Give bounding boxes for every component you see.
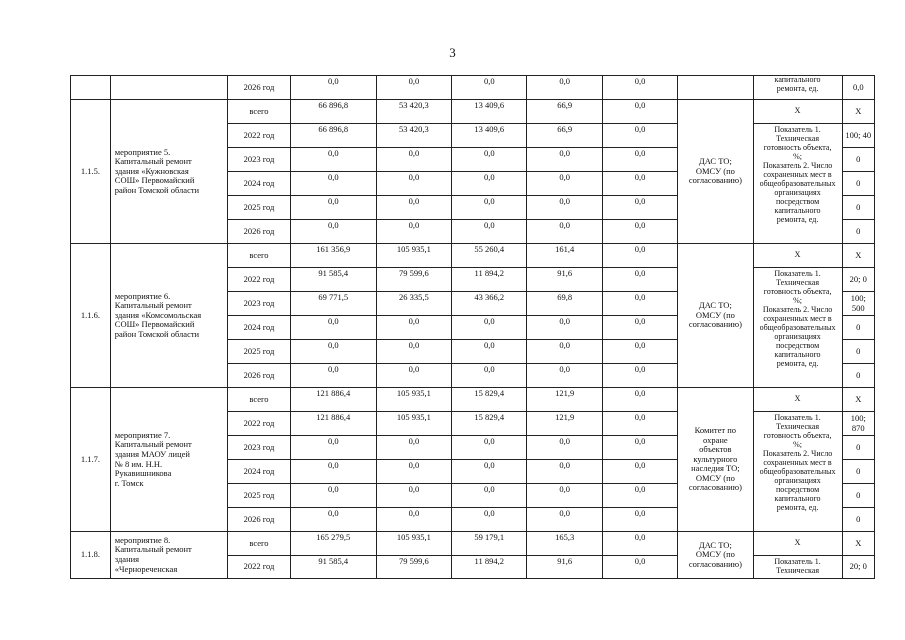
other-cell: 0,0 <box>602 220 677 244</box>
regional-cell: 55 260,4 <box>452 244 527 268</box>
target-value-cell: 0 <box>842 172 874 196</box>
total-cell: 0,0 <box>290 436 376 460</box>
local-cell: 91,6 <box>527 556 602 579</box>
federal-cell: 0,0 <box>376 340 451 364</box>
other-cell: 0,0 <box>602 388 677 412</box>
local-cell: 0,0 <box>527 508 602 532</box>
target-value-cell: 0 <box>842 436 874 460</box>
target-value-cell: 0 <box>842 316 874 340</box>
regional-cell: 11 894,2 <box>452 268 527 292</box>
executor-cell: ДАС ТО; ОМСУ (по согласованию) <box>678 532 753 579</box>
regional-cell: 0,0 <box>452 460 527 484</box>
local-cell: 91,6 <box>527 268 602 292</box>
local-cell: 0,0 <box>527 172 602 196</box>
other-cell: 0,0 <box>602 460 677 484</box>
target-value-cell: 0 <box>842 148 874 172</box>
activity-name-cell: мероприятие 5. Капитальный ремонт здания «Кужновская СОШ» Первомайский район Томской области <box>110 100 227 244</box>
activity-name-cell <box>110 76 227 100</box>
year-cell: 2022 год <box>228 124 291 148</box>
other-cell: 0,0 <box>602 76 677 100</box>
total-cell: 91 585,4 <box>290 556 376 579</box>
total-cell: 0,0 <box>290 364 376 388</box>
activity-name-cell: мероприятие 6. Капитальный ремонт здания «Комсомольская СОШ» Первомайский район Томской области <box>110 244 227 388</box>
federal-cell: 0,0 <box>376 484 451 508</box>
other-cell: 0,0 <box>602 172 677 196</box>
target-value-cell: 0,0 <box>842 76 874 100</box>
federal-cell: 0,0 <box>376 196 451 220</box>
year-cell: 2022 год <box>228 268 291 292</box>
total-cell: 0,0 <box>290 460 376 484</box>
federal-cell: 0,0 <box>376 436 451 460</box>
executor-cell <box>678 76 753 100</box>
year-cell: 2025 год <box>228 484 291 508</box>
total-cell: 0,0 <box>290 340 376 364</box>
target-value-cell: Х <box>842 532 874 556</box>
other-cell: 0,0 <box>602 532 677 556</box>
year-cell: 2026 год <box>228 364 291 388</box>
federal-cell: 0,0 <box>376 172 451 196</box>
row-number-cell: 1.1.5. <box>71 100 111 244</box>
federal-cell: 79 599,6 <box>376 268 451 292</box>
federal-cell: 0,0 <box>376 460 451 484</box>
total-cell: 0,0 <box>290 196 376 220</box>
federal-cell: 105 935,1 <box>376 388 451 412</box>
indicator-cell: Показатель 1. Техническая готовность объекта, %; Показатель 2. Число сохраненных мест в общеобразовательных организациях посредством капитального ремонта, ед. <box>753 124 842 244</box>
local-cell: 66,9 <box>527 124 602 148</box>
year-cell: 2026 год <box>228 508 291 532</box>
year-cell: всего <box>228 100 291 124</box>
other-cell: 0,0 <box>602 484 677 508</box>
total-cell: 0,0 <box>290 172 376 196</box>
total-cell: 121 886,4 <box>290 388 376 412</box>
year-cell: 2023 год <box>228 148 291 172</box>
target-value-cell: 0 <box>842 196 874 220</box>
other-cell: 0,0 <box>602 148 677 172</box>
federal-cell: 0,0 <box>376 76 451 100</box>
target-value-cell: 0 <box>842 484 874 508</box>
federal-cell: 26 335,5 <box>376 292 451 316</box>
federal-cell: 79 599,6 <box>376 556 451 579</box>
other-cell: 0,0 <box>602 268 677 292</box>
regional-cell: 15 829,4 <box>452 412 527 436</box>
regional-cell: 13 409,6 <box>452 100 527 124</box>
year-cell: 2024 год <box>228 316 291 340</box>
table-row <box>71 388 875 412</box>
total-cell: 121 886,4 <box>290 412 376 436</box>
total-cell: 0,0 <box>290 484 376 508</box>
total-cell: 161 356,9 <box>290 244 376 268</box>
year-cell: всего <box>228 244 291 268</box>
regional-cell: 0,0 <box>452 148 527 172</box>
target-value-cell: 0 <box>842 460 874 484</box>
year-cell: 2024 год <box>228 172 291 196</box>
local-cell: 0,0 <box>527 484 602 508</box>
year-cell: 2025 год <box>228 340 291 364</box>
other-cell: 0,0 <box>602 292 677 316</box>
local-cell: 0,0 <box>527 148 602 172</box>
year-cell: 2024 год <box>228 460 291 484</box>
other-cell: 0,0 <box>602 556 677 579</box>
regional-cell: 0,0 <box>452 484 527 508</box>
target-value-cell: Х <box>842 244 874 268</box>
regional-cell: 0,0 <box>452 76 527 100</box>
federal-cell: 53 420,3 <box>376 124 451 148</box>
other-cell: 0,0 <box>602 364 677 388</box>
other-cell: 0,0 <box>602 196 677 220</box>
total-cell: 91 585,4 <box>290 268 376 292</box>
target-value-cell: Х <box>842 388 874 412</box>
year-cell: 2026 год <box>228 220 291 244</box>
other-cell: 0,0 <box>602 316 677 340</box>
target-value-cell: 20; 0 <box>842 556 874 579</box>
local-cell: 161,4 <box>527 244 602 268</box>
year-cell: 2023 год <box>228 292 291 316</box>
indicator-x-cell: Х <box>753 100 842 124</box>
row-number-cell <box>71 76 111 100</box>
year-cell: 2022 год <box>228 556 291 579</box>
total-cell: 0,0 <box>290 220 376 244</box>
target-value-cell: 0 <box>842 364 874 388</box>
table-row <box>71 532 875 556</box>
target-value-cell: 0 <box>842 220 874 244</box>
executor-cell: Комитет по охране объектов культурного наследия ТО; ОМСУ (по согласованию) <box>678 388 753 532</box>
target-value-cell: 100; 40 <box>842 124 874 148</box>
table-row <box>71 100 875 124</box>
other-cell: 0,0 <box>602 340 677 364</box>
target-value-cell: 0 <box>842 508 874 532</box>
local-cell: 0,0 <box>527 196 602 220</box>
regional-cell: 0,0 <box>452 316 527 340</box>
total-cell: 0,0 <box>290 316 376 340</box>
indicator-cell: капитального ремонта, ед. <box>753 76 842 100</box>
row-number-cell: 1.1.8. <box>71 532 111 579</box>
regional-cell: 59 179,1 <box>452 532 527 556</box>
target-value-cell: 0 <box>842 340 874 364</box>
indicator-cell: Показатель 1. Техническая готовность объекта, %; Показатель 2. Число сохраненных мест в общеобразовательных организациях посредством капитального ремонта, ед. <box>753 412 842 532</box>
executor-cell: ДАС ТО; ОМСУ (по согласованию) <box>678 244 753 388</box>
target-value-cell: 20; 0 <box>842 268 874 292</box>
target-value-cell: Х <box>842 100 874 124</box>
federal-cell: 0,0 <box>376 220 451 244</box>
federal-cell: 0,0 <box>376 364 451 388</box>
regional-cell: 0,0 <box>452 436 527 460</box>
regional-cell: 0,0 <box>452 172 527 196</box>
regional-cell: 15 829,4 <box>452 388 527 412</box>
total-cell: 0,0 <box>290 148 376 172</box>
other-cell: 0,0 <box>602 412 677 436</box>
year-cell: 2022 год <box>228 412 291 436</box>
indicator-x-cell: Х <box>753 244 842 268</box>
year-cell: 2025 год <box>228 196 291 220</box>
other-cell: 0,0 <box>602 508 677 532</box>
federal-cell: 105 935,1 <box>376 412 451 436</box>
regional-cell: 0,0 <box>452 364 527 388</box>
local-cell: 0,0 <box>527 436 602 460</box>
local-cell: 121,9 <box>527 412 602 436</box>
total-cell: 66 896,8 <box>290 124 376 148</box>
table-row <box>71 76 875 100</box>
regional-cell: 43 366,2 <box>452 292 527 316</box>
table-row <box>71 244 875 268</box>
target-value-cell: 100; 870 <box>842 412 874 436</box>
other-cell: 0,0 <box>602 244 677 268</box>
regional-cell: 0,0 <box>452 340 527 364</box>
total-cell: 66 896,8 <box>290 100 376 124</box>
row-number-cell: 1.1.7. <box>71 388 111 532</box>
activity-name-cell: мероприятие 7. Капитальный ремонт здания МАОУ лицей № 8 им. Н.Н. Рукавишникова г. Томск <box>110 388 227 532</box>
total-cell: 165 279,5 <box>290 532 376 556</box>
indicator-x-cell: Х <box>753 532 842 556</box>
page-number: 3 <box>449 45 456 60</box>
regional-cell: 0,0 <box>452 196 527 220</box>
program-activities-table <box>70 75 875 579</box>
year-cell: 2026 год <box>228 76 291 100</box>
local-cell: 0,0 <box>527 220 602 244</box>
total-cell: 0,0 <box>290 76 376 100</box>
regional-cell: 11 894,2 <box>452 556 527 579</box>
other-cell: 0,0 <box>602 436 677 460</box>
activity-name-cell: мероприятие 8. Капитальный ремонт здания «Чернореченская <box>110 532 227 579</box>
row-number-cell: 1.1.6. <box>71 244 111 388</box>
federal-cell: 0,0 <box>376 316 451 340</box>
local-cell: 66,9 <box>527 100 602 124</box>
federal-cell: 0,0 <box>376 508 451 532</box>
indicator-x-cell: Х <box>753 388 842 412</box>
year-cell: всего <box>228 388 291 412</box>
other-cell: 0,0 <box>602 124 677 148</box>
local-cell: 0,0 <box>527 460 602 484</box>
regional-cell: 0,0 <box>452 508 527 532</box>
local-cell: 165,3 <box>527 532 602 556</box>
total-cell: 0,0 <box>290 508 376 532</box>
total-cell: 69 771,5 <box>290 292 376 316</box>
local-cell: 121,9 <box>527 388 602 412</box>
other-cell: 0,0 <box>602 100 677 124</box>
federal-cell: 0,0 <box>376 148 451 172</box>
regional-cell: 13 409,6 <box>452 124 527 148</box>
regional-cell: 0,0 <box>452 220 527 244</box>
federal-cell: 53 420,3 <box>376 100 451 124</box>
federal-cell: 105 935,1 <box>376 244 451 268</box>
year-cell: 2023 год <box>228 436 291 460</box>
executor-cell: ДАС ТО; ОМСУ (по согласованию) <box>678 100 753 244</box>
local-cell: 0,0 <box>527 76 602 100</box>
target-value-cell: 100; 500 <box>842 292 874 316</box>
local-cell: 69,8 <box>527 292 602 316</box>
year-cell: всего <box>228 532 291 556</box>
local-cell: 0,0 <box>527 316 602 340</box>
federal-cell: 105 935,1 <box>376 532 451 556</box>
local-cell: 0,0 <box>527 340 602 364</box>
indicator-cell: Показатель 1. Техническая <box>753 556 842 579</box>
indicator-cell: Показатель 1. Техническая готовность объекта, %; Показатель 2. Число сохраненных мест в общеобразовательных организациях посредством капитального ремонта, ед. <box>753 268 842 388</box>
local-cell: 0,0 <box>527 364 602 388</box>
